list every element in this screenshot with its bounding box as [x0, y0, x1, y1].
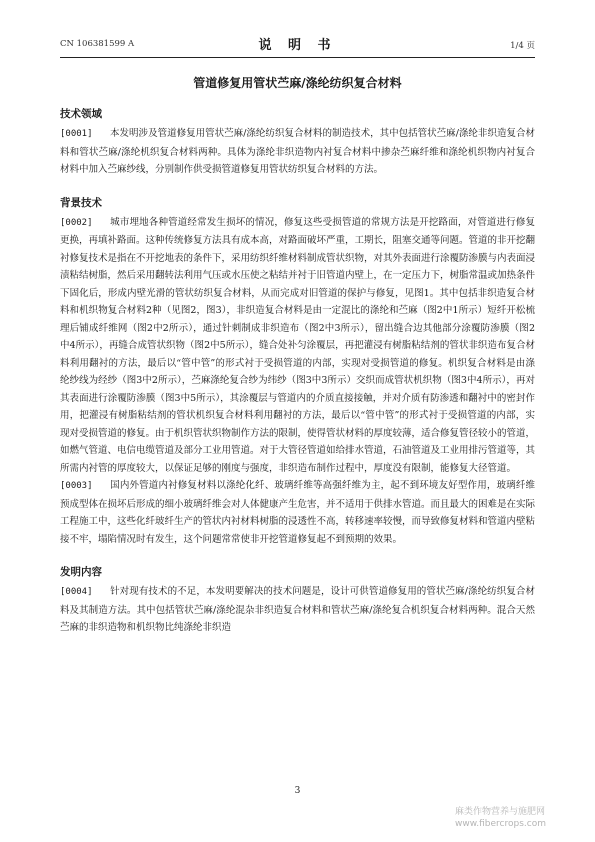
paragraph-text: 本发明涉及管道修复用管状苎麻/涤纶纺织复合材料的制造技术，其中包括管状苎麻/涤纶非织造复合材料和管状苎麻/涤纶机织复合材料两种。具体为涤纶非织造物内衬复合材料中掺杂苎麻纤维和涤纶机织物内衬复合材料中加入苎麻纱线，分别制作供受损管道修复用管状纺织复合材料的方法。: [60, 128, 535, 175]
watermark-url: www.fibercrops.com: [455, 819, 546, 829]
paragraph-text: 国内外管道内衬修复材料以涤纶化纤、玻璃纤维等高强纤维为主，起不到环境友好型作用，玻璃纤维预成型体在损坏后形成的细小玻璃纤维会对人体健康产生危害，并不适用于供排水管道。而且最大的困难是在实际工程施工中，这些化纤玻纤生产的管状内衬材料树脂的浸透性不高，转移速率较慢，而导致修复材料和管道内壁粘接不牢，塌陷情况时有发生，这个问题常常使非开挖管道修复起不到预期的效果。: [60, 480, 536, 545]
paragraph-0001: [60, 125, 535, 179]
paragraph-number: [0001]: [60, 129, 93, 139]
watermark-site-name: 麻类作物营养与施肥网: [455, 807, 546, 817]
document-section-title: 说 明 书: [258, 38, 337, 53]
page-header: [60, 34, 535, 56]
document-number: CN 106381599 A: [60, 39, 135, 49]
watermark: [455, 806, 546, 830]
paragraph-0002: [60, 214, 535, 478]
page-indicator: 1/4 页: [510, 41, 535, 51]
paragraph-text: 针对现有技术的不足，本发明要解决的技术问题是，设计可供管道修复用的管状苎麻/涤纶纺织复合材料及其制造方法。其中包括管状苎麻/涤纶混杂非织造复合材料和管状苎麻/涤纶复合机织复合材料两种。混合天然苎麻的非织造物和机织物比纯涤纶非织造: [60, 586, 535, 633]
section-heading-technical-field: 技术领域: [60, 108, 102, 120]
paragraph-0004: [60, 583, 535, 637]
paragraph-number: [0004]: [60, 587, 93, 597]
section-heading-background: 背景技术: [60, 196, 102, 209]
paragraph-number: [0002]: [60, 217, 93, 228]
document-title: 管道修复用管状苎麻/涤纶纺织复合材料: [193, 76, 402, 90]
paragraph-0003: [60, 477, 535, 548]
page-number: 3: [294, 786, 301, 796]
paragraph-text: 城市埋地各种管道经常发生损坏的情况，修复这些受损管道的常规方法是开挖路面，对管道进行修复更换，再填补路面。这种传统修复方法具有成本高，对路面破坏严重，工期长，阻塞交通等问题。管道的非开挖翻衬修复技术是指在不开挖地表的条件下，采用纺织纤维材料制成管状织物，对其外表面进行涂覆防渗膜与内表面浸渍粘结树脂，然后采用翻转法利用气压或水压使之粘结并衬于旧管道内壁上，在一定压力下，树脂常温或加热条件下固化后，形成内壁光滑的管状纺织复合材料，从而完成对旧管道的保护与修复，见图1。其中包括非织造复合材料和机织物复合材料2种（见图2，图3），非织造复合材料是由一定混比的涤纶和苎麻（图2中1所示）短纤开松梳理后铺成纤维网（图2中2所示），通过针刺制成非织造布（图2中3所示），留出缝合边其他部分涂覆防渗膜（图2中4所示），再缝合成管状织物（图2中5所示），缝合处补匀涂覆层，再把灌浸有树脂粘结剂的管状非织造布复合材料利用翻衬的方法，最后以“管中管”的形式衬于受损管道的内部，实现对受损管道的修复。机织复合材料是由涤纶纱线为经纱（图3中2所示），苎麻涤纶复合纱为纬纱（图3中3所示）交织而成管状机织物（图3中4所示），再对其表面进行涂覆防渗膜（图3中5所示），其涂覆层与管道内的介质直接接触，并对介质有防渗透和翻衬中的密封作用，把灌浸有树脂粘结剂的管状机织复合材料利用翻衬的方法，最后以“管中管”的形式衬于受损管道的内部，实现对受损管道的修复。由于机织管状织物制作方法的限制，使得管状材料的厚度较薄，适合修复管径较小的管道，如燃气管道、电信电缆管道及部分工业用管道。对于大管径管道如给排水管道，石油管道及工业用排污管道等，其所需内衬管的厚度较大，以保证足够的刚度与强度，非织造布制作过程中，厚度没有限制，能修复大径管道。: [60, 216, 536, 474]
header-divider: [60, 57, 535, 58]
document-body: [60, 106, 535, 637]
paragraph-number: [0003]: [60, 481, 93, 491]
section-heading-summary: 发明内容: [60, 566, 102, 578]
